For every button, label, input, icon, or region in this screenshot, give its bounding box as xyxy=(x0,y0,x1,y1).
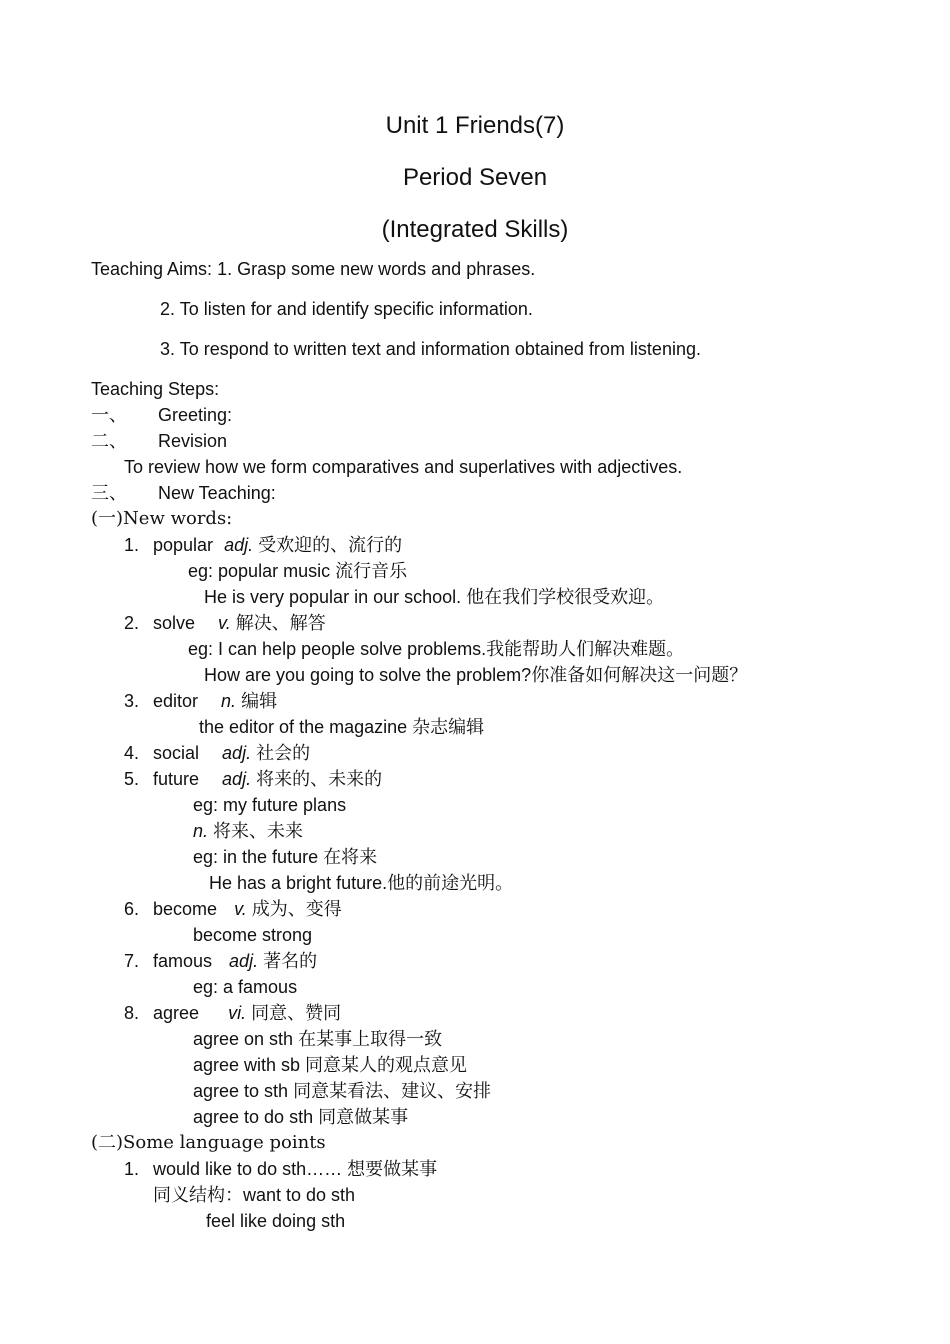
word-entry-solve xyxy=(124,612,326,635)
part-of-speech: vi. xyxy=(228,1003,247,1023)
subtitle: (Integrated Skills) xyxy=(381,216,569,243)
revision-text: To review how we form comparatives and superlatives with adjectives. xyxy=(124,457,683,477)
word: social xyxy=(153,743,200,763)
word-entry-popular xyxy=(124,534,402,557)
step-3-text: New Teaching: xyxy=(158,483,276,503)
step-3 xyxy=(91,482,276,505)
part-of-speech: n. xyxy=(193,821,209,841)
example-line: eg: popular music 流行音乐 xyxy=(188,561,408,581)
example-line: become strong xyxy=(193,925,313,945)
word: famous xyxy=(153,951,213,971)
step-1-text: Greeting: xyxy=(158,405,233,425)
part-of-speech: v. xyxy=(234,899,247,919)
step-1-number: 一、 xyxy=(91,405,127,426)
word-meaning: 将来的、未来的 xyxy=(256,769,383,790)
example-line: eg: I can help people solve problems.我能帮助人们解决难题。 xyxy=(188,639,685,659)
part-of-speech: adj. xyxy=(224,535,254,555)
step-3-number: 三、 xyxy=(91,483,127,504)
word: solve xyxy=(153,613,196,633)
example-line: eg: in the future 在将来 xyxy=(193,847,378,867)
word-number: 7. xyxy=(124,951,140,971)
example-line: He has a bright future.他的前途光明。 xyxy=(209,873,514,893)
example-line: agree on sth 在某事上取得一致 xyxy=(193,1029,443,1049)
part-of-speech: adj. xyxy=(222,743,252,763)
step-2 xyxy=(91,430,227,453)
part-of-speech: n. xyxy=(221,691,237,711)
example-line: agree with sb 同意某人的观点意见 xyxy=(193,1055,468,1075)
word-number: 4. xyxy=(124,743,140,763)
example-line: agree to sth 同意某看法、建议、安排 xyxy=(193,1081,492,1101)
synonym-structure: 同义结构：want to do sth xyxy=(153,1185,356,1205)
step-2-number: 二、 xyxy=(91,431,127,452)
steps-label: Teaching Steps: xyxy=(91,379,220,399)
word-number: 2. xyxy=(124,613,140,633)
aims-item-2: 2. To listen for and identify specific information. xyxy=(160,299,533,319)
word: become xyxy=(153,899,218,919)
word-meaning: 社会的 xyxy=(256,743,311,764)
word-entry-agree xyxy=(124,1002,341,1025)
word-meaning: 同意、赞同 xyxy=(251,1003,342,1024)
word-meaning: 成为、变得 xyxy=(251,899,342,920)
language-point-1 xyxy=(124,1158,437,1180)
word-number: 3. xyxy=(124,691,140,711)
word-entry-social xyxy=(124,742,310,765)
example-line: agree to do sth 同意做某事 xyxy=(193,1107,409,1127)
point-number: 1. xyxy=(124,1159,140,1179)
aims-item-3: 3. To respond to written text and information obtained from listening. xyxy=(160,339,701,359)
word: editor xyxy=(153,691,199,711)
step-1 xyxy=(91,404,232,427)
synonym-structure-2: feel like doing sth xyxy=(206,1211,346,1231)
word-number: 8. xyxy=(124,1003,140,1023)
word-entry-become xyxy=(124,898,342,921)
word: popular xyxy=(153,535,214,555)
word-meaning: 编辑 xyxy=(241,691,278,712)
second-sense xyxy=(193,820,303,843)
example-line: How are you going to solve the problem?你准备如何解决这一问题？ xyxy=(204,665,748,685)
aims-line-1 xyxy=(91,258,535,280)
part-of-speech: v. xyxy=(218,613,231,633)
example-line: the editor of the magazine 杂志编辑 xyxy=(199,717,485,737)
word-number: 1. xyxy=(124,535,140,555)
word-entry-famous xyxy=(124,950,317,973)
word-entry-future xyxy=(124,768,382,791)
page-title: Unit 1 Friends(7) xyxy=(385,112,565,139)
word: agree xyxy=(153,1003,200,1023)
word-number: 5. xyxy=(124,769,140,789)
new-words-heading: (一)New words: xyxy=(91,508,233,529)
example-line: eg: a famous xyxy=(193,977,298,997)
aims-label: Teaching Aims: xyxy=(91,259,213,279)
part-of-speech: adj. xyxy=(222,769,252,789)
part-of-speech: adj. xyxy=(229,951,259,971)
word-meaning: 受欢迎的、流行的 xyxy=(258,535,403,556)
step-2-text: Revision xyxy=(158,431,228,451)
word-meaning: 著名的 xyxy=(263,951,318,972)
language-points-heading: (二)Some language points xyxy=(91,1132,326,1153)
period-title: Period Seven xyxy=(402,164,548,191)
example-line: He is very popular in our school. 他在我们学校很受欢迎。 xyxy=(204,587,665,607)
word-meaning: 将来、未来 xyxy=(213,821,304,842)
example-line: eg: my future plans xyxy=(193,795,347,815)
word-meaning: 解决、解答 xyxy=(235,613,326,634)
word-entry-editor xyxy=(124,690,277,713)
aims-item-1: 1. Grasp some new words and phrases. xyxy=(217,259,536,279)
word: future xyxy=(153,769,200,789)
word-number: 6. xyxy=(124,899,140,919)
point-text: would like to do sth…… 想要做某事 xyxy=(153,1159,438,1179)
